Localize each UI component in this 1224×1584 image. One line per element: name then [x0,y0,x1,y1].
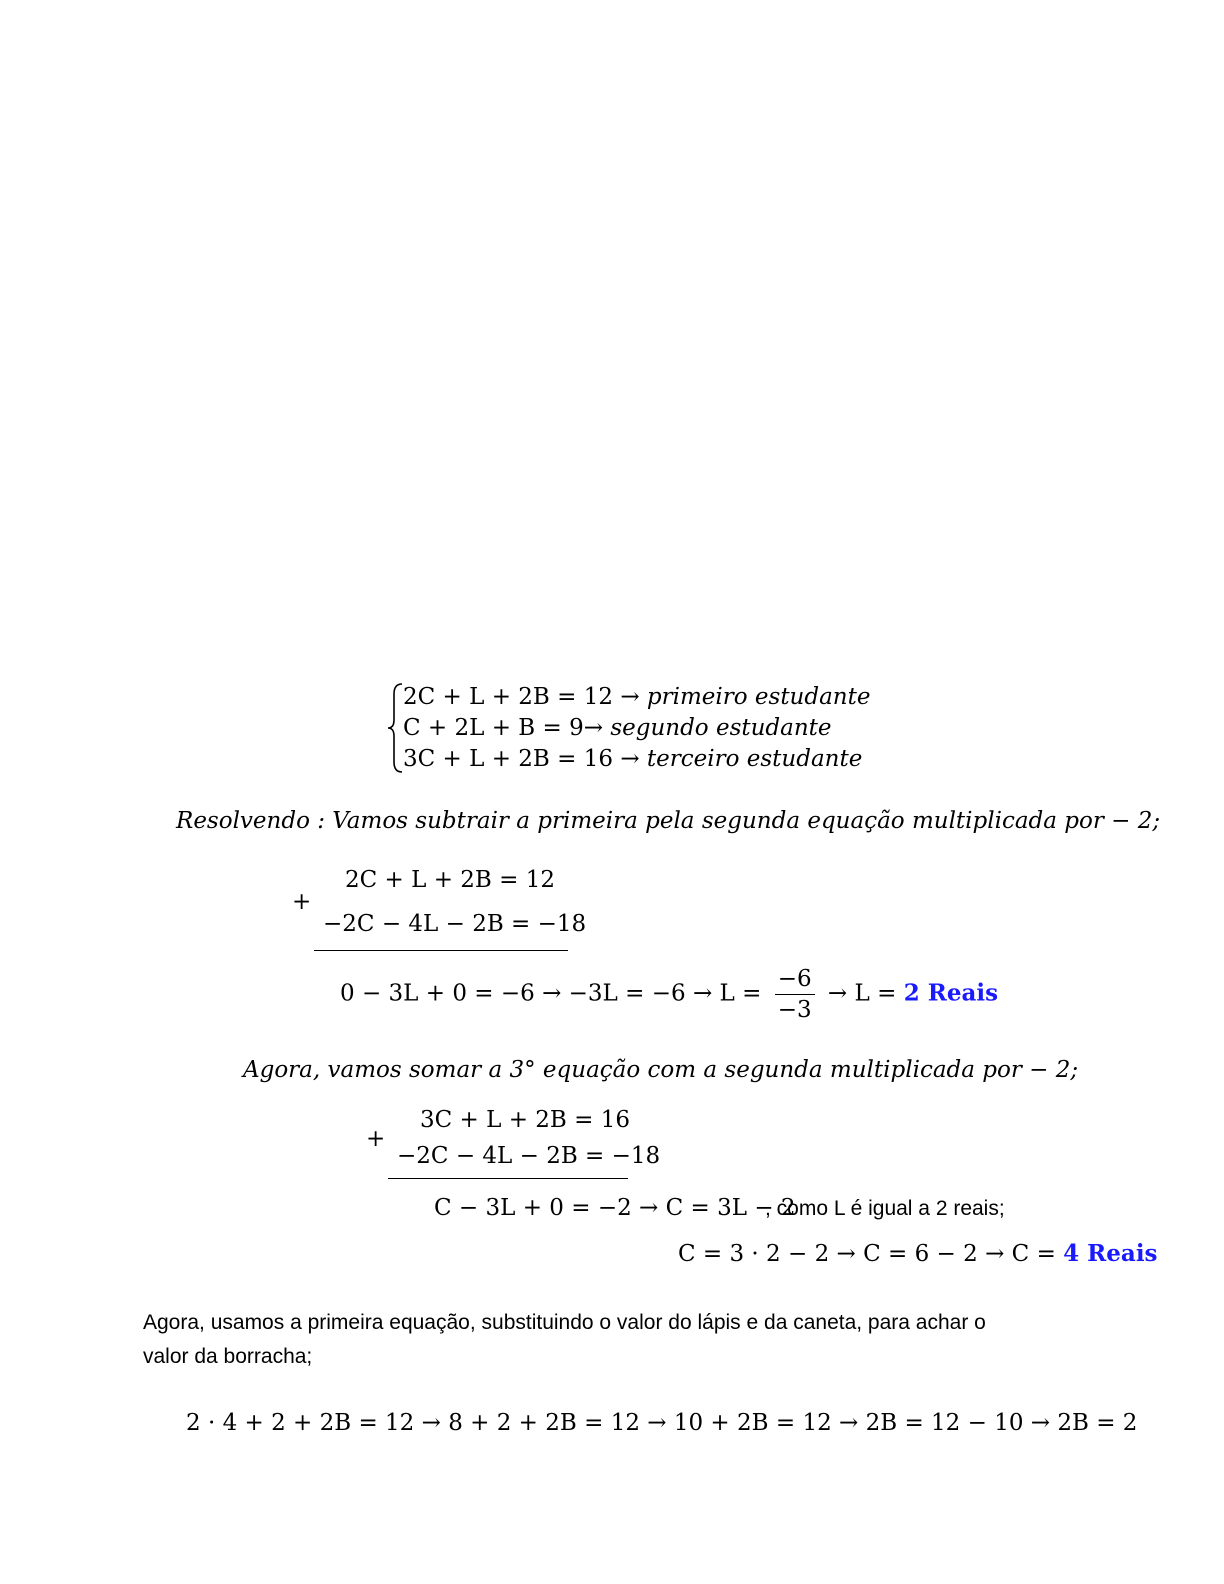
step2-calc-value: 4 Reais [1063,1240,1158,1267]
step1-result-value: 2 Reais [903,979,999,1007]
step2-line-b: −2C − 4L − 2B = −18 [397,1143,661,1169]
step2-result: C − 3L + 0 = −2 → C = 3L − 2 [434,1195,796,1221]
step2-intro: Agora, vamos somar a 3° equação com a segunda multiplicada por − 2; [243,1057,1079,1083]
step2-result-note: , como L é igual a 2 reais; [765,1197,1005,1220]
system-eq2-note: → segundo estudante [583,715,832,741]
step1-result: 0 − 3L + 0 = −6 → −3L = −6 → L = $\frac{-6}{-3}$ → L = 2 Reais [340,966,999,1023]
step3-equation: 2 · 4 + 2 + 2B = 12 → 8 + 2 + 2B = 12 → 10 + 2B = 12 → 2B = 12 − 10 → 2B = 2 [186,1410,1138,1436]
system-eq1: 2C + L + 2B = 12 → primeiro estudante [403,684,871,710]
system-eq3: 3C + L + 2B = 16 → terceiro estudante [403,746,863,772]
step2-calc: C = 3 · 2 − 2 → C = 6 − 2 → C = 4 Reais [678,1240,1158,1267]
step2-calc-clip [678,1238,1158,1274]
step1-frac-num: −6 [775,964,815,995]
step3-paragraph-line1: Agora, usamos a primeira equação, substituindo o valor do lápis e da caneta, para achar o [143,1311,986,1334]
step1-line-b: −2C − 4L − 2B = −18 [323,911,587,937]
system-eq3-note: → terceiro estudante [620,746,863,772]
step2-line-a: 3C + L + 2B = 16 [420,1107,630,1133]
system-eq1-note: → primeiro estudante [620,684,871,710]
step1-plus: + [292,889,312,915]
step2-plus: + [366,1126,386,1152]
step3-paragraph-line2: valor da borracha; [143,1345,313,1368]
step1-line-a: 2C + L + 2B = 12 [345,867,555,893]
step1-frac-den: −3 [777,997,812,1023]
step1-intro: Resolvendo : Vamos subtrair a primeira pela segunda equação multiplicada por − 2; [176,808,1161,834]
step1-fraction [775,964,815,1025]
step1-sum-rule [314,950,568,951]
system-eq2: C + 2L + B = 9→ segundo estudante [403,715,832,741]
step2-sum-rule [388,1178,628,1179]
